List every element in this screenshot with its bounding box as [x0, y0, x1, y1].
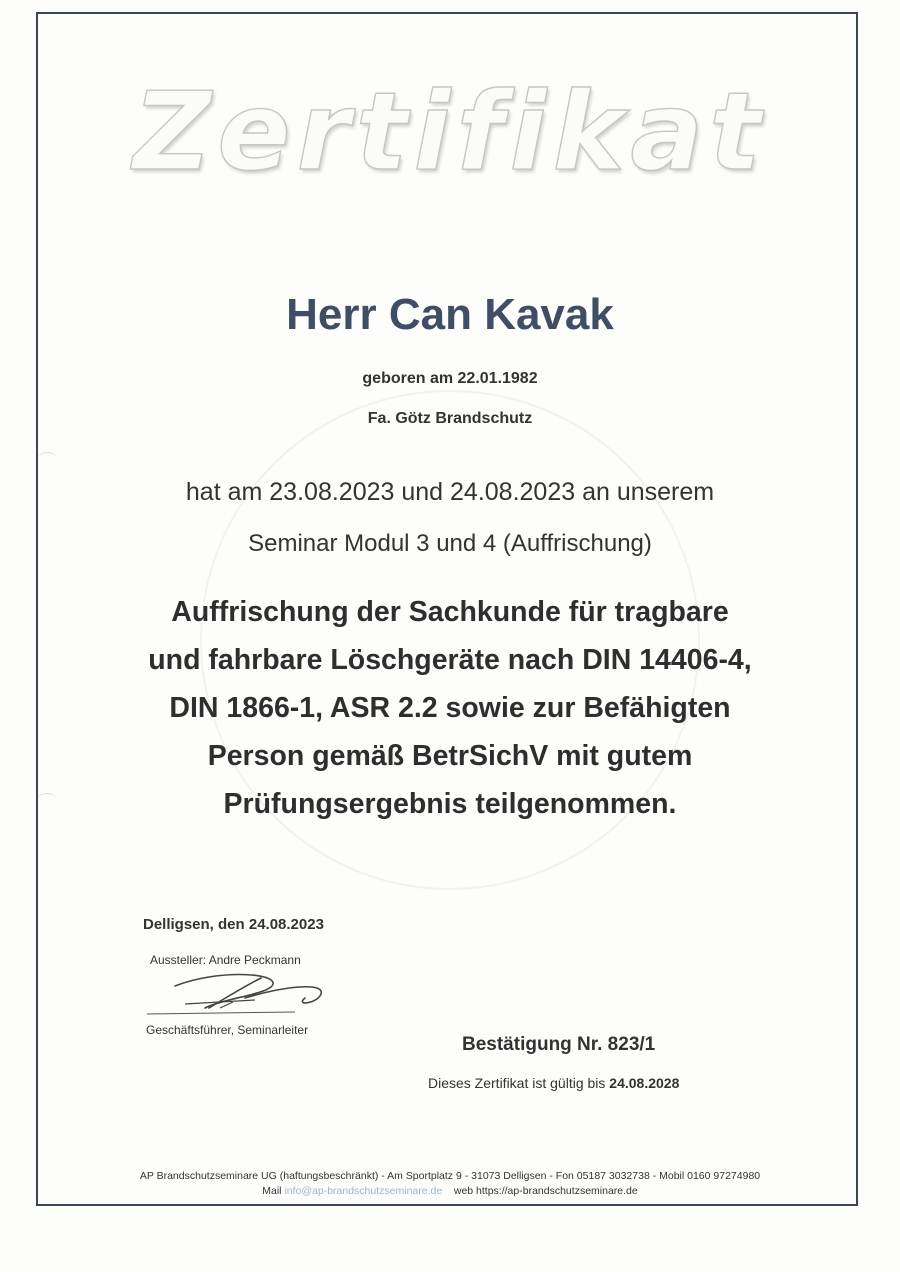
punch-hole [38, 452, 56, 463]
course-line: DIN 1866-1, ASR 2.2 sowie zur Befähigten [169, 692, 731, 724]
recipient-name: Herr Can Kavak [286, 290, 614, 339]
birth-date: geboren am 22.01.1982 [362, 370, 538, 387]
validity [428, 1075, 679, 1091]
course-line: Prüfungsergebnis teilgenommen. [223, 788, 677, 820]
course-line: Person gemäß BetrSichV mit gutem [207, 740, 693, 772]
course-line: und fahrbare Löschgeräte nach DIN 14406-4, [148, 644, 752, 676]
website-link[interactable]: https://ap-brandschutzseminare.de [476, 1185, 638, 1197]
footer-address: AP Brandschutzseminare UG (haftungsbeschränkt) - Am Sportplatz 9 - 31073 Delligsen - Fon 05187 3032738 - Mobil 0160 97274980 [139, 1170, 761, 1182]
signature-image [145, 968, 345, 1020]
mail-label: Mail [262, 1185, 282, 1197]
confirmation-number: Bestätigung Nr. 823/1 [462, 1034, 656, 1055]
course-line: Auffrischung der Sachkunde für tragbare [171, 596, 729, 628]
issuer: Aussteller: Andre Peckmann [150, 953, 301, 967]
footer [0, 1169, 900, 1199]
seminar-module: Seminar Modul 3 und 4 (Auffrischung) [248, 530, 652, 557]
validity-text: Dieses Zertifikat ist gültig bis [428, 1075, 606, 1091]
issuer-role: Geschäftsführer, Seminarleiter [146, 1023, 309, 1037]
company-name: Fa. Götz Brandschutz [367, 410, 533, 427]
course-description [90, 588, 810, 828]
footer-contact [0, 1184, 900, 1199]
validity-date: 24.08.2028 [609, 1075, 680, 1091]
email-link[interactable]: info@ap-brandschutzseminare.de [284, 1185, 443, 1197]
certificate-title: Zertifikat [133, 70, 767, 195]
punch-hole [38, 793, 56, 804]
attendance-statement: hat am 23.08.2023 und 24.08.2023 an unserem [185, 478, 715, 506]
place-date: Delligsen, den 24.08.2023 [143, 916, 324, 933]
web-label: web [453, 1185, 474, 1197]
